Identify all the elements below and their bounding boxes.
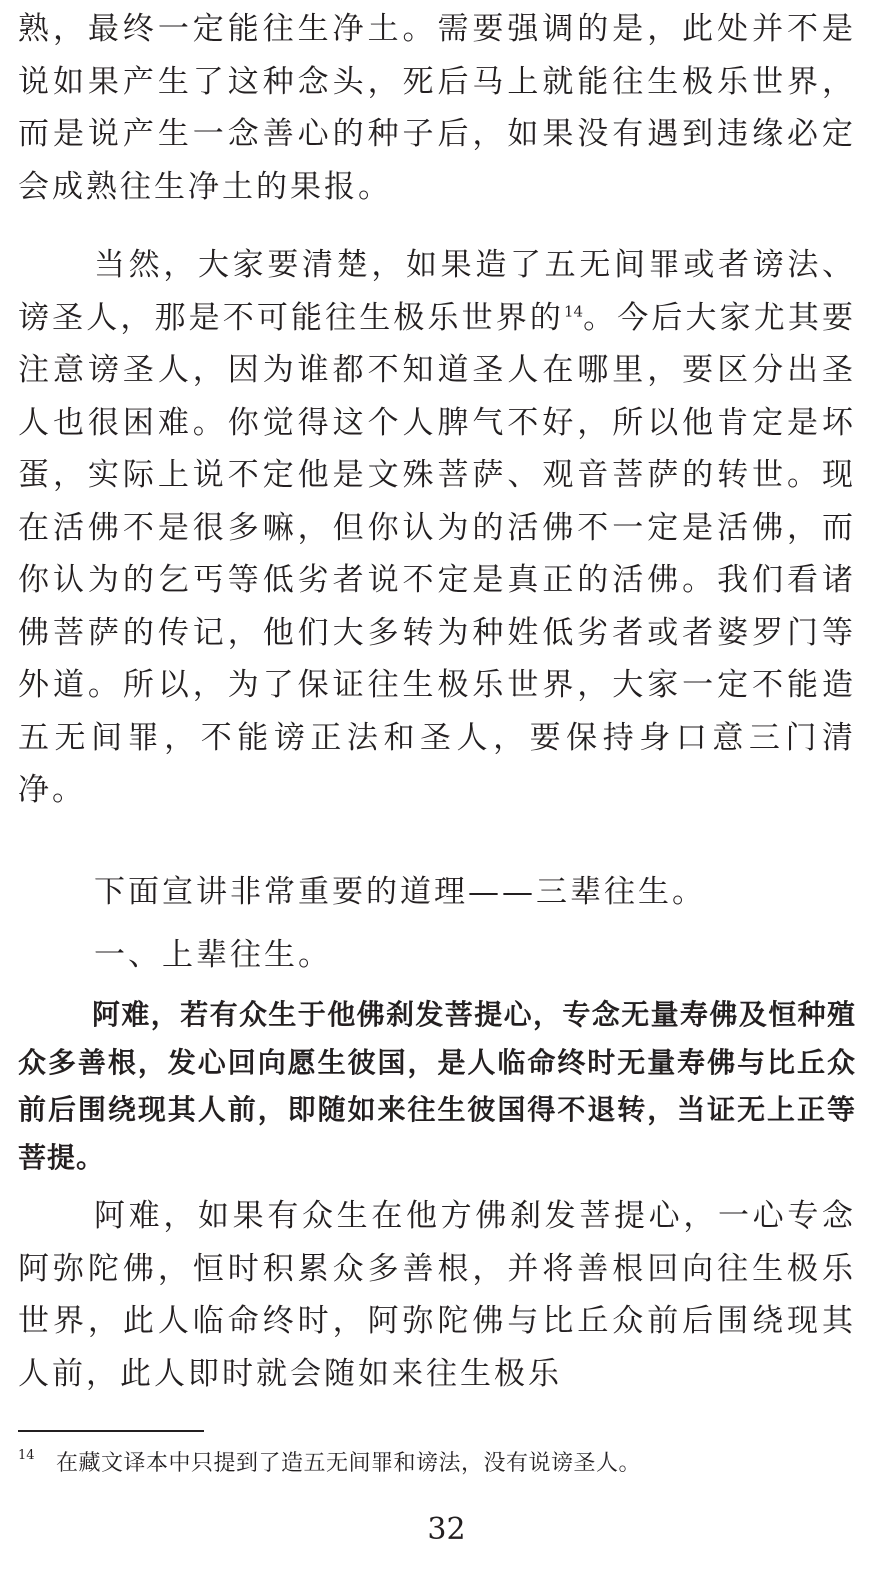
footnote-text: 在藏文译本中只提到了造五无间罪和谤法，没有说谤圣人。: [56, 1451, 642, 1476]
paragraph-text-part2: 。今后大家尤其要注意谤圣人，因为谁都不知道圣人在哪里，要区分出圣人也很困难。你觉得这个人脾气不好，所以他肯定是坏蛋，实际上说不定他是文殊菩萨、观音菩萨的转世。现在活佛不是很多嘛，但你认为的活佛不一定是活佛，而你认为的乞丐等低劣者说不定是真正的活佛。我们看诸佛菩萨的传记，他们大多转为种姓低劣者或者婆罗门等外道。所以，为了保证往生极乐世界，大家一定不能造五无间罪，不能谤正法和圣人，要保持身口意三门清净。: [18, 299, 856, 808]
footnote-reference: 14: [563, 302, 584, 321]
sutra-quotation: 阿难，若有众生于他佛刹发菩提心，专念无量寿佛及恒种殖众多善根，发心回向愿生彼国，是人临命终时无量寿佛与比丘众前后围绕现其人前，即随如来往生彼国得不退转，当证无上正等菩提。: [18, 998, 856, 1174]
paragraph-slander-warning: [18, 239, 856, 817]
paragraph-text-part1: 当然，大家要清楚，如果造了五无间罪或者谤法、谤圣人，那是不可能往生极乐世界的: [18, 247, 856, 336]
footnote-number: 14: [18, 1448, 35, 1463]
subsection-heading: 一、上辈往生。: [94, 937, 332, 973]
page-number: 32: [427, 1512, 466, 1547]
section-intro-heading: 下面宣讲非常重要的道理——三辈往生。: [94, 874, 706, 910]
paragraph-explanation: 阿难，如果有众生在他方佛刹发菩提心，一心专念阿弥陀佛，恒时积累众多善根，并将善根回向往生极乐世界，此人临命终时，阿弥陀佛与比丘众前后围绕现其人前，此人即时就会随如来往生极乐: [18, 1198, 856, 1392]
footnote-divider: [18, 1430, 204, 1432]
paragraph-continued: 熟，最终一定能往生净土。需要强调的是，此处并不是说如果产生了这种念头，死后马上就能往生极乐世界，而是说产生一念善心的种子后，如果没有遇到违缘必定会成熟往生净土的果报。: [18, 11, 856, 205]
